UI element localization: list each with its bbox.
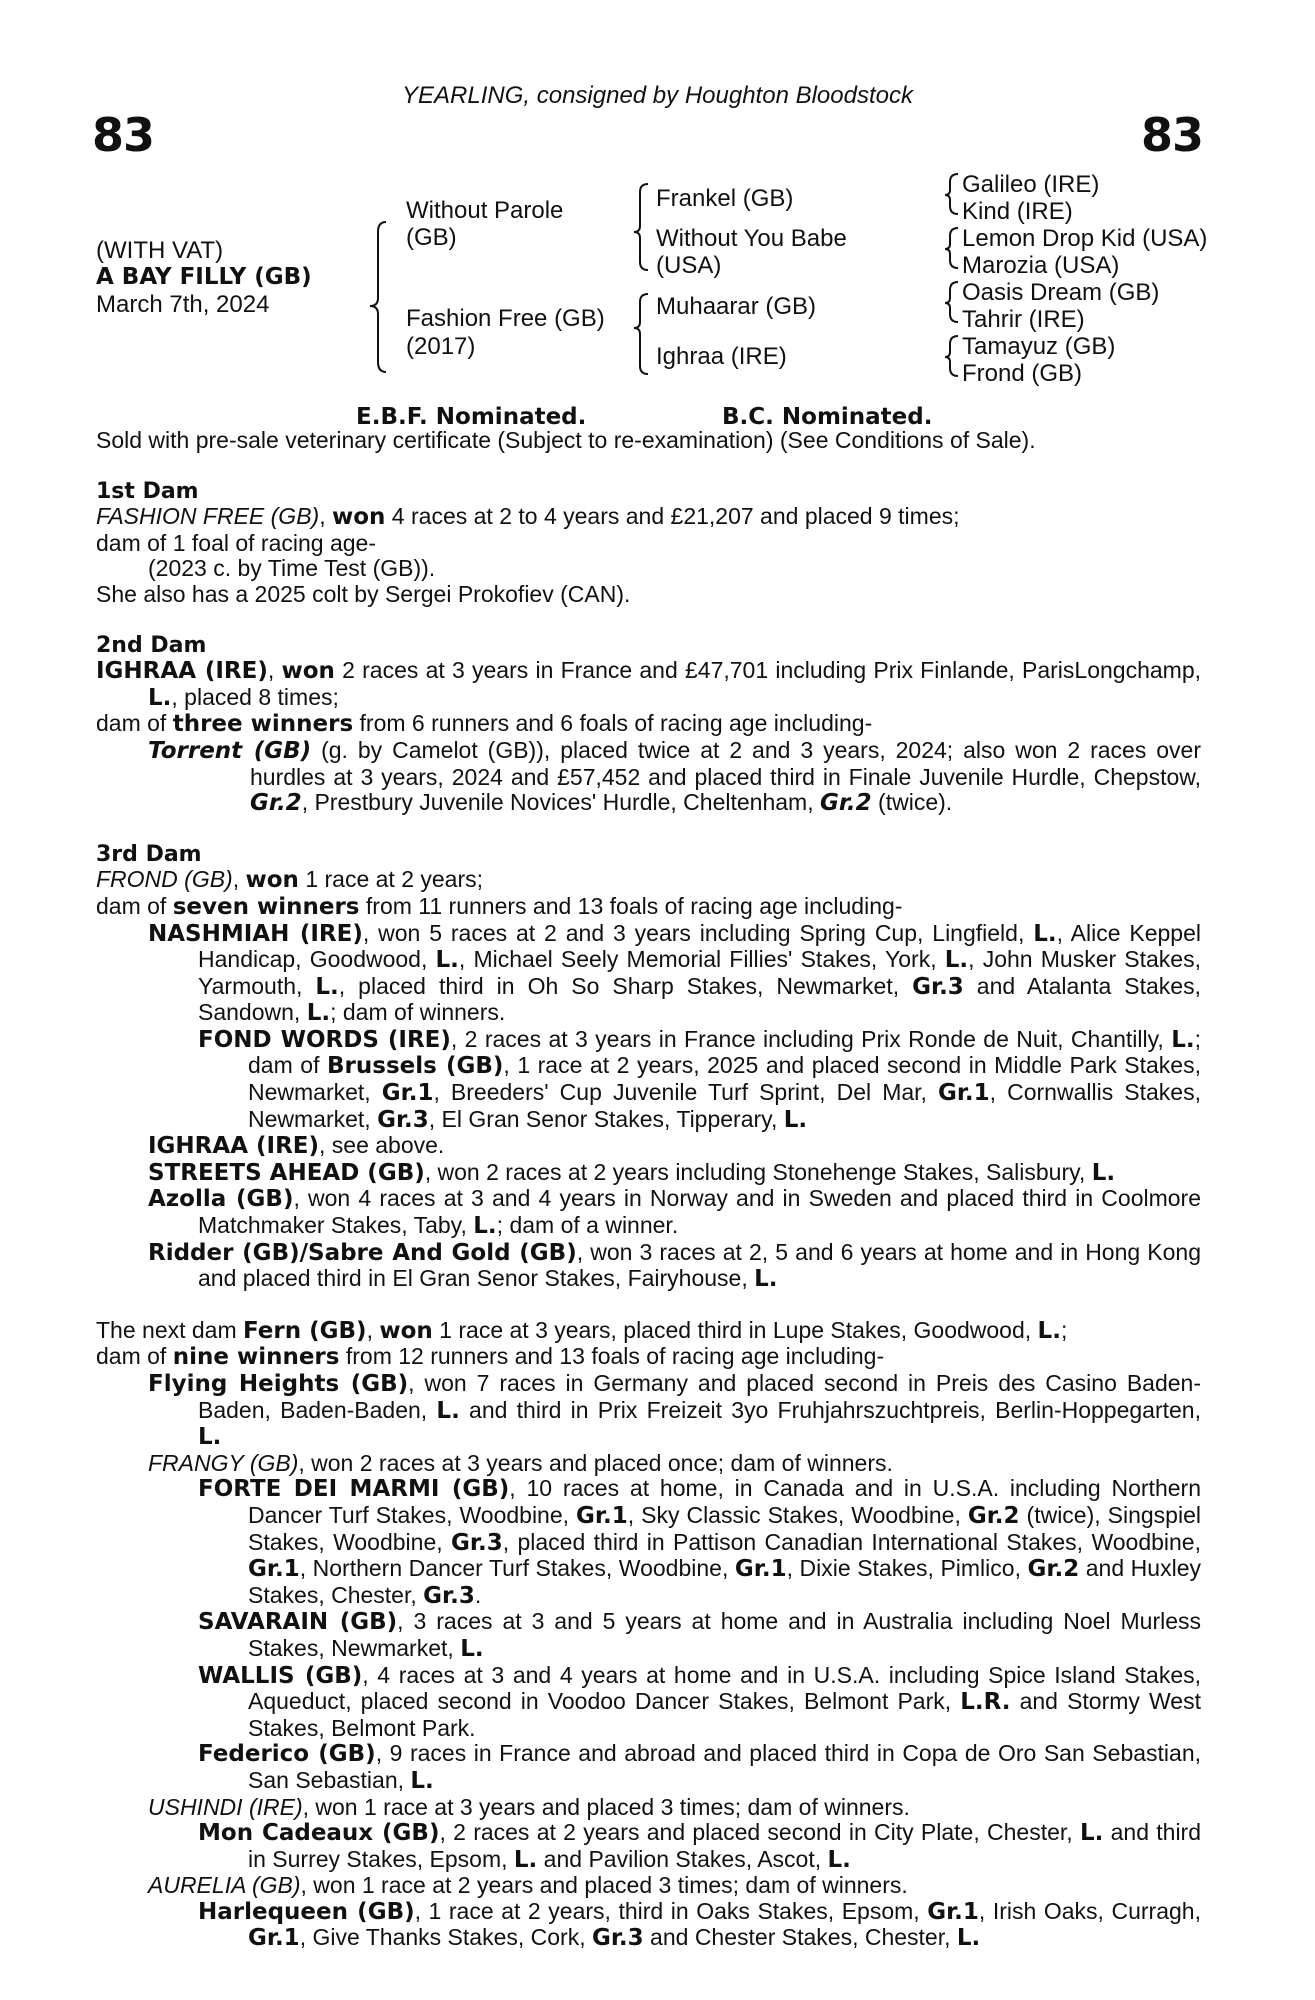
vet-note: Sold with pre-sale veterinary certificate (Subject to re-examination) (See Conditions of Sale). <box>96 427 1036 453</box>
fond-words-entry <box>198 1027 1201 1133</box>
mon-cadeaux-name: Mon Cadeaux (GB) <box>198 1820 440 1847</box>
t: , won 2 races at 2 years including Stonehenge Stakes, Salisbury, <box>424 1158 1092 1185</box>
t: ; dam of <box>248 1025 1201 1079</box>
sdd: Marozia (USA) <box>962 252 1120 279</box>
third-dam-line: FROND (GB), won 1 race at 2 years; <box>96 866 484 894</box>
savarain-name: SAVARAIN (GB) <box>198 1609 398 1636</box>
t: , Cornwallis Stakes, Newmarket, <box>248 1079 1201 1132</box>
first-dam-note: She also has a 2025 colt by Sergei Prokofiev (CAN). <box>96 580 631 607</box>
t: , Dixie Stakes, Pimlico, <box>786 1555 1028 1582</box>
group-mark: Gr.3 <box>451 1529 503 1556</box>
t: 1 race at 3 years, placed third in Lupe Stakes, Goodwood, <box>432 1316 1038 1343</box>
federico-name: Federico (GB) <box>198 1741 376 1768</box>
first-dam-won: won <box>331 504 386 531</box>
flying-heights-name: Flying Heights (GB) <box>148 1371 409 1397</box>
dam-of: dam of <box>96 710 173 737</box>
listed-mark: L. <box>148 684 172 711</box>
federico-entry <box>198 1741 1201 1794</box>
bc-nominated: B.C. Nominated. <box>722 404 933 430</box>
ebf-nominated: E.B.F. Nominated. <box>356 404 587 430</box>
group-mark: Gr.3 <box>912 973 964 1000</box>
ridder-entry <box>148 1240 1201 1293</box>
sire-sire: Frankel (GB) <box>656 185 794 212</box>
dam-of: dam of <box>96 892 173 919</box>
sds: Lemon Drop Kid (USA) <box>962 225 1208 252</box>
streets-ahead-name: STREETS AHEAD (GB) <box>148 1159 425 1186</box>
dds: Tamayuz (GB) <box>962 333 1116 360</box>
t: , John Musker Stakes, Yarmouth, <box>198 946 1201 999</box>
sire-country: (GB) <box>406 224 457 251</box>
brace-gen3-1 <box>945 174 958 214</box>
listed-mark: L. <box>783 1106 808 1133</box>
next-dam-line: The next dam Fern (GB), won 1 race at 3 years, placed third in Lupe Stakes, Goodwood, L.; <box>96 1316 1068 1344</box>
listed-mark: L. <box>1091 1159 1116 1186</box>
t: , 3 races at 3 and 5 years at home and in Australia including Noel Murless Stakes, Newmarket, <box>248 1608 1202 1661</box>
catalogue-body <box>96 428 1201 1952</box>
third-dam-name: FROND (GB) <box>96 866 233 893</box>
dam-dam: Ighraa (IRE) <box>656 343 787 370</box>
dam-sire: Muhaarar (GB) <box>656 293 817 320</box>
listed-mark: L. <box>435 947 459 974</box>
next-dam-produce <box>96 1344 1201 1371</box>
forte-dei-marmi-entry <box>198 1476 1201 1609</box>
torrent-text-a: (g. by Camelot (GB)), placed twice at 2 and 3 years, 2024; also won 2 races over hurdles at 3 years, 2024 and £57,452 and placed third in Finale Juvenile Hurdle, Chepstow, <box>250 736 1201 790</box>
listed-mark: L. <box>944 947 969 974</box>
listed-mark: L. <box>473 1213 497 1240</box>
group-mark: Gr.1 <box>381 1080 434 1107</box>
listed-mark: L. <box>1037 1317 1061 1344</box>
group-mark: Gr.3 <box>423 1582 475 1609</box>
wallis-name: WALLIS (GB) <box>198 1662 363 1689</box>
t: , placed third in Oh So Sharp Stakes, Newmarket, <box>338 972 913 999</box>
listed-mark: L. <box>306 1000 331 1027</box>
second-dam-name: IGHRAA (IRE) <box>96 658 268 685</box>
ddd: Frond (GB) <box>962 360 1083 387</box>
t: , placed third in Pattison Canadian International Stakes, Woodbine, <box>502 1528 1201 1555</box>
t: ; <box>1060 1316 1068 1343</box>
t: , 2 races at 2 years and placed second in City Plate, Chester, <box>439 1819 1080 1846</box>
mon-cadeaux-entry <box>198 1820 1201 1873</box>
nashmiah-name: NASHMIAH (IRE) <box>148 920 363 947</box>
t: , won 1 race at 2 years and placed 3 times; dam of winners. <box>300 1872 908 1899</box>
listed-mark: L. <box>513 1846 538 1873</box>
harlequeen-name: Harlequeen (GB) <box>198 1898 415 1925</box>
azolla-name: Azolla (GB) <box>148 1186 294 1213</box>
dam-name: Fashion Free (GB) <box>406 305 605 332</box>
wallis-entry <box>198 1663 1201 1742</box>
dam-year: (2017) <box>406 333 476 360</box>
listed-mark: L. <box>1033 920 1057 947</box>
second-dam-line: IGHRAA (IRE), won 2 races at 3 years in France and £47,701 including Prix Finlande, ParisLongchamp, L., placed 8 times; <box>96 657 1202 711</box>
t: , 4 races at 3 and 4 years at home and in U.S.A. including Spice Island Stakes, Aqueduct, placed second in Voodoo Dancer Stakes, Belmont Park, <box>248 1661 1202 1715</box>
ssd: Kind (IRE) <box>962 198 1073 225</box>
listed-mark: L. <box>460 1635 484 1662</box>
group-mark: Gr.2 <box>250 790 302 817</box>
group-mark: Gr.2 <box>967 1502 1020 1529</box>
group-mark: Gr.3 <box>591 1925 644 1952</box>
first-dam-heading: 1st Dam <box>96 478 199 504</box>
t: and third in Prix Freizeit 3yo Fruhjahrszuchtpreis, Berlin-Hoppegarten, <box>459 1396 1201 1423</box>
t: ; dam of winners. <box>330 999 506 1026</box>
third-dam-heading: 3rd Dam <box>96 841 202 867</box>
t: and Pavilion Stakes, Ascot, <box>537 1845 828 1872</box>
t: , 9 races in France and abroad and placed third in Copa de Oro San Sebastian, San Sebastian, <box>248 1740 1201 1793</box>
ridder-name: Ridder (GB)/Sabre And Gold (GB) <box>148 1239 577 1266</box>
listed-mark: L. <box>410 1767 434 1794</box>
t: and Huxley Stakes, Chester, <box>248 1555 1201 1608</box>
fern-won: won <box>379 1317 433 1344</box>
listed-mark: L. <box>1171 1026 1195 1053</box>
sire-name: Without Parole <box>406 197 564 224</box>
listed-mark: L. <box>956 1925 981 1952</box>
torrent-text-b: , Prestbury Juvenile Novices' Hurdle, Cheltenham, <box>301 789 820 816</box>
dsd: Tahrir (IRE) <box>962 306 1085 333</box>
t: (twice), Singspiel Stakes, Woodbine, <box>248 1501 1201 1555</box>
second-dam-won: won <box>281 658 335 685</box>
third-dam-produce <box>96 894 1201 921</box>
t: , Northern Dancer Turf Stakes, Woodbine, <box>299 1555 735 1582</box>
brace-gen2-dam <box>634 294 648 374</box>
nashmiah-entry <box>148 921 1201 1027</box>
t: , 10 races at home, in Canada and in U.S.A. including Northern Dancer Turf Stakes, Woodbine, <box>248 1475 1201 1528</box>
t: , won 3 races at 2, 5 and 6 years at home and in Hong Kong and placed third in El Gran Senor Stakes, Fairyhouse, <box>198 1238 1201 1292</box>
brussels-name: Brussels (GB) <box>327 1053 504 1080</box>
dam-of-rest: from 11 runners and 13 foals of racing age including- <box>359 892 903 919</box>
t: , Sky Classic Stakes, Woodbine, <box>627 1501 968 1528</box>
listed-mark: L. <box>436 1397 460 1424</box>
aurelia-name: AURELIA (GB) <box>148 1872 301 1899</box>
azolla-entry <box>148 1186 1201 1239</box>
sire-dam-country: (USA) <box>656 252 722 279</box>
t: , Irish Oaks, Curragh, <box>978 1897 1201 1924</box>
brace-gen1 <box>370 222 386 372</box>
t: , 1 race at 2 years, 2025 and placed second in Middle Park Stakes, Newmarket, <box>248 1052 1201 1106</box>
t: and Atalanta Stakes, Sandown, <box>198 972 1201 1026</box>
first-dam-name: FASHION FREE (GB) <box>96 503 320 530</box>
second-dam-produce <box>96 711 1201 738</box>
frangy-name: FRANGY (GB) <box>148 1449 299 1476</box>
torrent-entry <box>148 738 1201 817</box>
ighraa-entry <box>148 1133 1201 1160</box>
t: , Alice Keppel Handicap, Goodwood, <box>198 919 1201 973</box>
group-mark: Gr.1 <box>248 1556 300 1583</box>
t: , Michael Seely Memorial Fillies' Stakes, York, <box>458 946 945 973</box>
dss: Oasis Dream (GB) <box>962 279 1160 306</box>
winners-count: three winners <box>172 711 354 738</box>
group-mark: Gr.3 <box>377 1106 429 1133</box>
horse-name: A BAY FILLY (GB) <box>96 264 312 290</box>
t: , Give Thanks Stakes, Cork, <box>299 1924 592 1951</box>
brace-gen2-sire <box>634 184 648 270</box>
lot-number-left: 83 <box>92 108 155 162</box>
foaling-date: March 7th, 2024 <box>96 291 270 318</box>
ushindi-entry <box>148 1795 1201 1821</box>
flying-heights-entry <box>148 1371 1201 1451</box>
brace-gen3-3 <box>945 282 958 322</box>
group-mark: Gr.1 <box>937 1080 990 1107</box>
savarain-entry <box>198 1609 1201 1662</box>
listed-mark: L.R. <box>960 1689 1011 1716</box>
dam-of: dam of <box>96 1343 173 1370</box>
t: . <box>474 1581 482 1608</box>
third-dam-won: won <box>245 867 299 894</box>
t: ; dam of a winner. <box>496 1212 679 1239</box>
winners-count: seven winners <box>172 893 360 920</box>
group-mark: Gr.1 <box>927 1898 979 1925</box>
vat-note: (WITH VAT) <box>96 237 224 264</box>
t: , won 2 races at 3 years and placed once; dam of winners. <box>298 1449 893 1476</box>
winners-count: nine winners <box>172 1344 340 1371</box>
t: , 1 race at 2 years, third in Oaks Stakes, Epsom, <box>414 1897 928 1924</box>
dam-of-rest: from 12 runners and 13 foals of racing age including- <box>339 1343 885 1370</box>
group-mark: Gr.2 <box>819 790 872 817</box>
t: , see above. <box>319 1132 445 1159</box>
t: and Stormy West Stakes, Belmont Park. <box>248 1688 1201 1741</box>
second-dam-text1: 2 races at 3 years in France and £47,701 including Prix Finlande, ParisLongchamp, <box>334 657 1202 684</box>
t: , won 5 races at 2 and 3 years including Spring Cup, Lingfield, <box>362 919 1034 946</box>
group-mark: Gr.1 <box>248 1925 300 1952</box>
third-dam-text: 1 race at 2 years; <box>298 866 484 893</box>
t: , El Gran Senor Stakes, Tipperary, <box>428 1105 784 1132</box>
ighraa-name: IGHRAA (IRE) <box>148 1133 320 1160</box>
streets-ahead-entry <box>148 1160 1201 1187</box>
aurelia-entry <box>148 1873 1201 1899</box>
t: , 2 races at 3 years in France including Prix Ronde de Nuit, Chantilly, <box>450 1025 1172 1052</box>
t: and Chester Stakes, Chester, <box>643 1924 957 1951</box>
t: , won 4 races at 3 and 4 years in Norway and in Sweden and placed third in Coolmore Matchmaker Stakes, Taby, <box>198 1185 1201 1239</box>
first-dam-foals: dam of 1 foal of racing age- <box>96 529 376 556</box>
sss: Galileo (IRE) <box>962 171 1100 198</box>
dam-of-rest: from 6 runners and 6 foals of racing age including- <box>353 710 873 737</box>
first-dam-produce: (2023 c. by Time Test (GB)). <box>148 555 436 582</box>
second-dam-text2: , placed 8 times; <box>171 683 339 710</box>
first-dam-text: 4 races at 2 to 4 years and £21,207 and placed 9 times; <box>385 503 960 530</box>
fond-words-name: FOND WORDS (IRE) <box>198 1026 451 1053</box>
t: , Breeders' Cup Juvenile Turf Sprint, Del Mar, <box>433 1079 938 1106</box>
brace-gen3-4 <box>945 336 958 376</box>
group-mark: Gr.2 <box>1027 1556 1080 1583</box>
listed-mark: L. <box>827 1846 851 1873</box>
brace-gen3-2 <box>945 228 958 268</box>
consignment-line: YEARLING, consigned by Houghton Bloodstock <box>402 82 913 109</box>
listed-mark: L. <box>1079 1820 1104 1847</box>
lot-number-right: 83 <box>1140 108 1203 162</box>
forte-dei-marmi-name: FORTE DEI MARMI (GB) <box>198 1476 510 1503</box>
t: and third in Surrey Stakes, Epsom, <box>248 1819 1202 1872</box>
listed-mark: L. <box>754 1266 778 1293</box>
t: , won 7 races in Germany and placed second in Preis des Casino Baden-Baden, Baden-Baden, <box>198 1370 1201 1423</box>
fern-name: Fern (GB) <box>243 1317 367 1344</box>
second-dam-heading: 2nd Dam <box>96 632 207 658</box>
torrent-name: Torrent (GB) <box>148 737 312 764</box>
first-dam-line: FASHION FREE (GB), won 4 races at 2 to 4 years and £21,207 and placed 9 times; <box>96 503 960 531</box>
ushindi-name: USHINDI (IRE) <box>148 1793 303 1820</box>
listed-mark: L. <box>315 973 339 1000</box>
t: , won 1 race at 3 years and placed 3 times; dam of winners. <box>302 1793 910 1820</box>
torrent-text-c: (twice). <box>871 789 953 816</box>
t: The next dam <box>96 1316 244 1343</box>
sire-dam: Without You Babe <box>656 225 847 252</box>
harlequeen-entry <box>198 1899 1201 1952</box>
group-mark: Gr.1 <box>576 1502 628 1529</box>
listed-mark: L. <box>198 1424 222 1451</box>
frangy-entry <box>148 1451 1201 1477</box>
group-mark: Gr.1 <box>734 1556 787 1583</box>
